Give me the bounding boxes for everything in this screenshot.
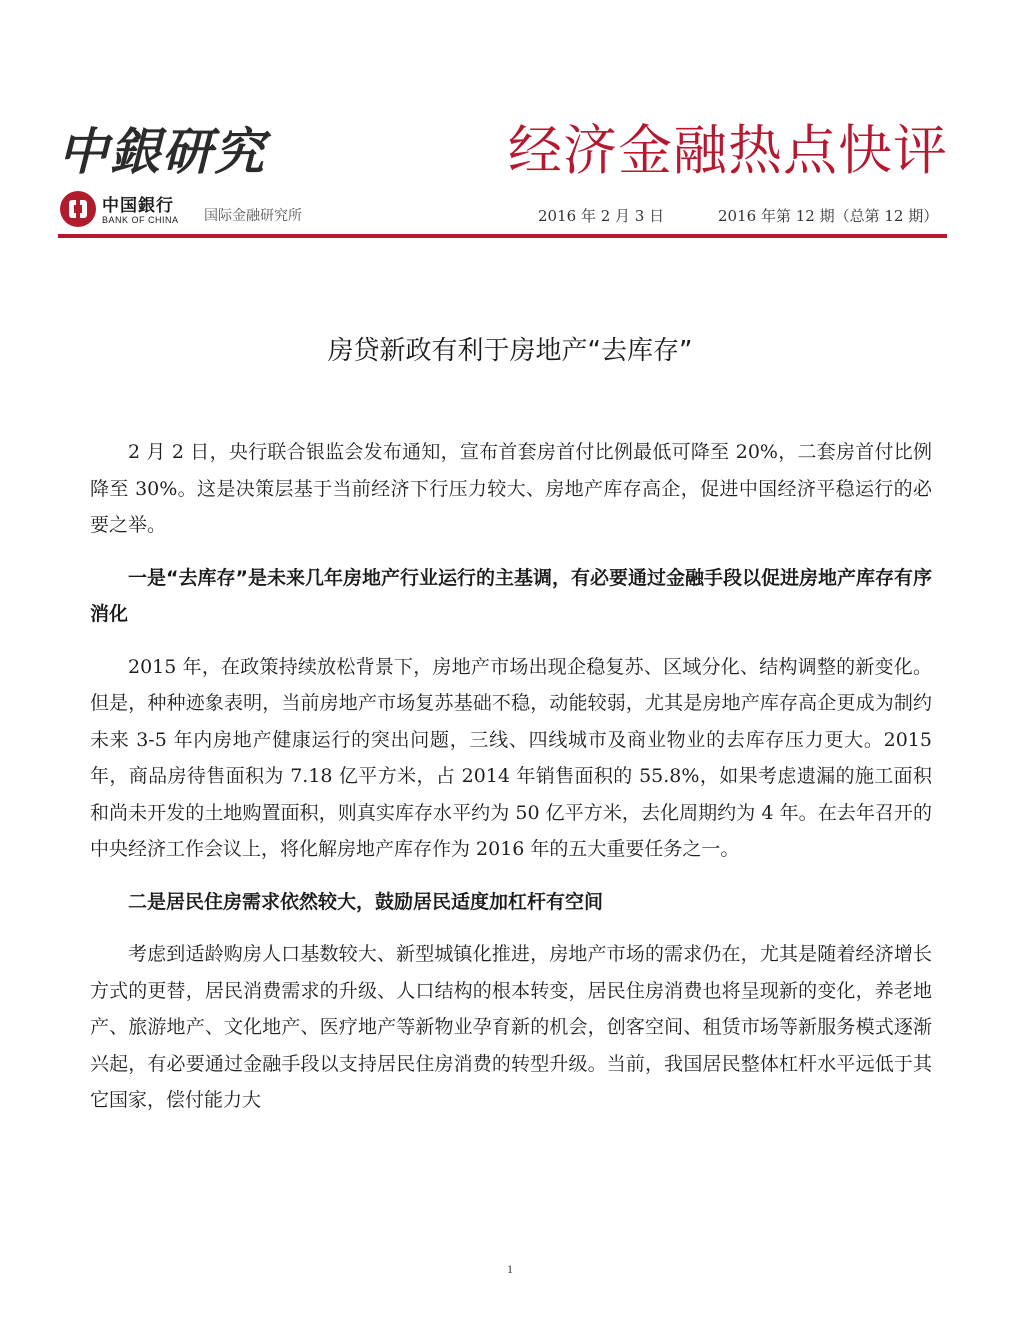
report-series-title: 经济金融热点快评: [508, 119, 948, 182]
institute-name: 国际金融研究所: [204, 208, 302, 224]
bank-name-en: BANK OF CHINA: [102, 215, 179, 225]
bank-logo-icon: [60, 191, 96, 227]
publish-date: 2016 年 2 月 3 日: [538, 207, 665, 225]
paragraph-intro: 2 月 2 日，央行联合银监会发布通知，宣布首套房首付比例最低可降至 20%，二套房首付比例降至 30%。这是决策层基于当前经济下行压力较大、房地产库存高企，促进中国经济平稳运行的必要之举。: [90, 441, 932, 536]
page-number: 1: [507, 1262, 513, 1276]
article-body: [90, 434, 932, 1135]
paragraph-section-1: 2015 年，在政策持续放松背景下，房地产市场出现企稳复苏、区域分化、结构调整的新变化。但是，种种迹象表明，当前房地产市场复苏基础不稳，动能较弱，尤其是房地产库存高企更成为制约未来 3-5 年内房地产健康运行的突出问题，三线、四线城市及商业物业的去库存压力更大。2015 年，商品房待售面积为 7.18 亿平方米，占 2014 年销售面积的 55.8%，如果考虑遗漏的施工面积和尚未开发的土地购置面积，则真实库存水平约为 50 亿平方米，去化周期约为 4 年。在去年召开的中央经济工作会议上，将化解房地产库存作为 2016 年的五大重要任务之一。: [90, 655, 932, 860]
research-calligraphy-logo: 中銀研究: [58, 122, 266, 181]
section-heading-2: 二是居民住房需求依然较大，鼓励居民适度加杠杆有空间: [128, 890, 604, 913]
issue-number: 2016 年第 12 期（总第 12 期）: [718, 207, 939, 225]
article-title: 房贷新政有利于房地产“去库存”: [327, 336, 693, 366]
section-heading-1: 一是“去库存”是未来几年房地产行业运行的主基调，有必要通过金融手段以促进房地产库存有序消化: [90, 566, 932, 625]
paragraph-section-2: 考虑到适龄购房人口基数较大、新型城镇化推进，房地产市场的需求仍在，尤其是随着经济增长方式的更替，居民消费需求的升级、人口结构的根本转变，居民住房消费也将呈现新的变化，养老地产、旅游地产、文化地产、医疗地产等新物业孕育新的机会，创客空间、租赁市场等新服务模式逐渐兴起，有必要通过金融手段以支持居民住房消费的转型升级。当前，我国居民整体杠杆水平远低于其它国家，偿付能力大: [90, 943, 932, 1111]
bank-name-cn: 中国銀行: [102, 196, 174, 216]
bank-of-china-logo: [60, 191, 190, 235]
header-divider: [58, 234, 947, 238]
